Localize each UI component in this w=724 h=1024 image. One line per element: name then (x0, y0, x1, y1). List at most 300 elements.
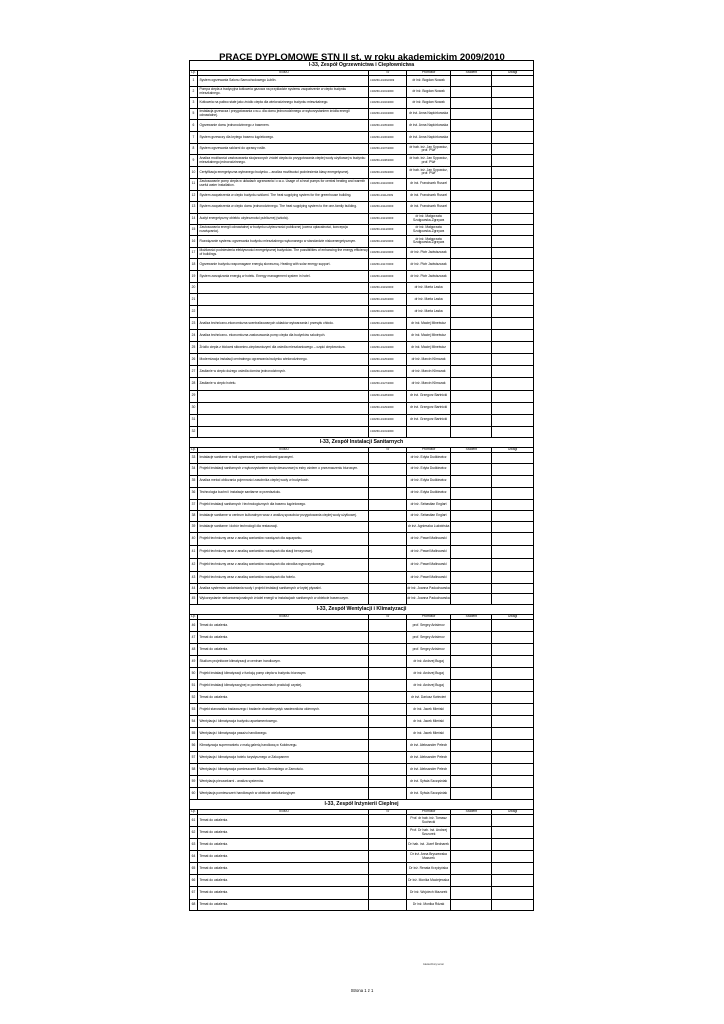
table-row (190, 594, 533, 604)
row-remarks (492, 488, 533, 499)
row-student (451, 248, 492, 258)
row-supervisor: dr inż. Marcin Klimczak (407, 366, 452, 377)
row-remarks (492, 354, 533, 365)
table-row (190, 236, 533, 248)
row-student (451, 522, 492, 532)
row-remarks (492, 259, 533, 270)
row-id (369, 704, 407, 715)
row-student (451, 488, 492, 499)
row-supervisor: dr inż. Sylwia Szczęśniak (407, 788, 452, 799)
row-student (451, 294, 492, 305)
row-student (451, 476, 492, 487)
row-id: I-33/Z60-4/106/2009 (369, 132, 407, 143)
row-topic: Wentylacja i klimatyzacja pomieszczeń Banku Ziemskiego w Zamościu. (198, 764, 369, 775)
row-number: 27 (190, 366, 198, 377)
table-row (190, 875, 533, 887)
section (189, 605, 534, 800)
row-id: I-33/Z60-4/122/2009 (369, 318, 407, 329)
row-remarks (492, 863, 533, 874)
table-row (190, 132, 533, 144)
row-remarks (492, 522, 533, 532)
row-id (369, 764, 407, 775)
row-number: 36 (190, 488, 198, 499)
row-student (451, 594, 492, 604)
row-remarks (492, 318, 533, 329)
row-number: 51 (190, 680, 198, 691)
table-row (190, 109, 533, 120)
row-supervisor: dr inż. Bogdan Nowak (407, 87, 452, 97)
row-number: 21 (190, 294, 198, 305)
row-student (451, 900, 492, 910)
row-number: 23 (190, 318, 198, 329)
row-supervisor: dr inż. Anna Napiórkowska (407, 132, 452, 143)
row-number: 39 (190, 522, 198, 532)
row-student (451, 680, 492, 691)
row-student (451, 155, 492, 166)
row-supervisor: dr inż. Marta Laska (407, 283, 452, 293)
row-remarks (492, 391, 533, 402)
row-topic: Projekt stanowiska badawczego i badanie charakterystyk nawiewników okiennych. (198, 704, 369, 715)
row-student (451, 167, 492, 177)
row-number: 50 (190, 668, 198, 679)
row-number: 31 (190, 415, 198, 426)
row-id (369, 740, 407, 751)
row-topic: System zarządzania energią w hotelu. Energy management system in hotel. (198, 271, 369, 282)
row-topic: Zastosowania energii odnawialnej w budynku użyteczności publicznej (ocena opłacalności, koncepcja rozwiązania). (198, 225, 369, 235)
row-student (451, 887, 492, 898)
row-number: 66 (190, 875, 198, 886)
row-remarks (492, 584, 533, 593)
row-supervisor: dr inż. Anna Napiórkowska (407, 109, 452, 119)
row-remarks (492, 191, 533, 201)
row-supervisor (407, 427, 452, 437)
row-topic: Ogrzewanie budynku wspomagane energią słoneczną. Heating with solar energy support. (198, 259, 369, 270)
row-number: 47 (190, 632, 198, 643)
row-topic: Modernizacja instalacji centralnego ogrzewania budynku wielorodzinnego. (198, 354, 369, 365)
row-number: 1 (190, 76, 198, 86)
row-supervisor: dr inż. Joanna Paduchowska (407, 594, 452, 604)
row-remarks (492, 887, 533, 898)
row-number: 41 (190, 546, 198, 558)
table-row (190, 318, 533, 330)
row-number: 40 (190, 533, 198, 545)
row-id: I-33/Z60-4/101/2009 (369, 87, 407, 97)
row-id (369, 875, 407, 886)
row-number: 3 (190, 98, 198, 108)
row-supervisor: dr inż. Dariusz Kwiecień (407, 692, 452, 703)
row-remarks (492, 680, 533, 691)
row-supervisor: Dr inż. Anna Bryszewska Mazurek (407, 851, 452, 862)
row-student (451, 259, 492, 270)
row-remarks (492, 378, 533, 389)
row-number: 15 (190, 225, 198, 235)
table-row (190, 76, 533, 87)
row-topic: Instalacje sanitarne w hali ogrzewanej promiennikami gazowymi. (198, 453, 369, 463)
table-row (190, 167, 533, 178)
row-remarks (492, 764, 533, 775)
table-row (190, 283, 533, 294)
row-topic: Temat do ustalenia. (198, 632, 369, 643)
row-supervisor: dr inż. Marcin Klimczak (407, 378, 452, 389)
row-id (369, 788, 407, 799)
row-supervisor: dr inż. Jacek Mieński (407, 728, 452, 739)
row-remarks (492, 109, 533, 119)
row-id (369, 839, 407, 850)
row-remarks (492, 330, 533, 341)
row-number: 30 (190, 403, 198, 414)
row-id (369, 716, 407, 727)
row-supervisor: dr inż. Andrzej Bugaj (407, 680, 452, 691)
row-remarks (492, 594, 533, 604)
row-remarks (492, 559, 533, 571)
row-remarks (492, 827, 533, 838)
column-header-promotor: Promotor (407, 71, 452, 75)
row-id (369, 827, 407, 838)
row-supervisor: Prof. Dr hab. Inż. Andrzej Szczurek (407, 827, 452, 838)
row-student (451, 87, 492, 97)
row-remarks (492, 692, 533, 703)
column-header-temat: TEMAT (198, 448, 369, 452)
row-student (451, 453, 492, 463)
row-remarks (492, 776, 533, 787)
row-id (369, 887, 407, 898)
row-number: 62 (190, 827, 198, 838)
table-row (190, 559, 533, 572)
row-supervisor: dr inż. Marta Laska (407, 306, 452, 317)
row-supervisor: dr inż. Małgorzata Szulgowska-Zgrzywa (407, 225, 452, 235)
row-number: 8 (190, 144, 198, 154)
row-topic (198, 427, 369, 437)
row-topic: Analiza techniczno-ekonomiczna scentralizowanych układów wytwarzania i przesyłu chłodu. (198, 318, 369, 329)
row-remarks (492, 214, 533, 224)
row-topic: Audyt energetyczny obiektu użyteczności publicznej (szkoła). (198, 214, 369, 224)
row-id: I-33/Z60-4/1/09/2009 (369, 76, 407, 86)
row-number: 6 (190, 120, 198, 131)
row-topic: Temat do ustalenia. (198, 875, 369, 886)
table-row (190, 391, 533, 403)
row-remarks (492, 851, 533, 862)
table-row (190, 306, 533, 318)
row-student (451, 827, 492, 838)
row-number: 48 (190, 644, 198, 655)
row-remarks (492, 656, 533, 667)
table-row (190, 656, 533, 668)
row-id (369, 692, 407, 703)
row-number: 60 (190, 788, 198, 799)
row-id: I-33/Z60-4/124/2009 (369, 342, 407, 353)
row-number: 32 (190, 427, 198, 437)
row-topic: Wentylacja i klimatyzacja pasażu handlowego. (198, 728, 369, 739)
row-id: I-33/Z60-4/112/2009 (369, 202, 407, 213)
table-row (190, 740, 533, 752)
row-supervisor: dr inż. Edyta Dudkiewicz (407, 488, 452, 499)
row-id: I-33/Z60-4/118/2009 (369, 271, 407, 282)
table-row (190, 632, 533, 644)
row-student (451, 415, 492, 426)
row-topic: Temat do ustalenia. (198, 863, 369, 874)
row-remarks (492, 511, 533, 521)
row-number: 25 (190, 342, 198, 353)
row-topic: System zaopatrzenia w ciepło budynku szklarni. The heat supplying system for the greenhouse building. (198, 191, 369, 201)
column-header-lp: Lp. (190, 615, 198, 619)
row-id: I-33/Z60-4/130/2009 (369, 415, 407, 426)
row-supervisor: dr inż. Maciej Mineiwicz (407, 342, 452, 353)
row-id (369, 776, 407, 787)
row-remarks (492, 839, 533, 850)
row-topic: Temat do ustalenia. (198, 851, 369, 862)
row-remarks (492, 120, 533, 131)
row-supervisor: dr inż. Grzegorz Bartnicki (407, 403, 452, 414)
row-topic: Temat do ustalenia. (198, 827, 369, 838)
row-id (369, 572, 407, 583)
row-student (451, 559, 492, 571)
row-student (451, 740, 492, 751)
row-id (369, 511, 407, 521)
row-number: 17 (190, 248, 198, 258)
row-remarks (492, 248, 533, 258)
table-row (190, 179, 533, 191)
table-row (190, 533, 533, 546)
row-student (451, 144, 492, 154)
row-supervisor: dr inż. Franciszek Ruszel (407, 202, 452, 213)
row-id: I-33/Z60-4/129/2009 (369, 403, 407, 414)
table-row (190, 584, 533, 594)
row-student (451, 378, 492, 389)
row-id: I-33/Z60-4/128/2009 (369, 391, 407, 402)
row-student (451, 546, 492, 558)
row-student (451, 692, 492, 703)
table-row (190, 668, 533, 680)
row-topic: Źródło ciepła z blokami stłownieo-ciepłowniczymi dla osiedla mieszkaniowego – część ciepłownicza. (198, 342, 369, 353)
row-id: I-33/Z60-4/115/2009 (369, 236, 407, 247)
table-row (190, 839, 533, 851)
table-row (190, 716, 533, 728)
row-remarks (492, 644, 533, 655)
table-row (190, 644, 533, 656)
row-student (451, 716, 492, 727)
column-header-nr: Nr (369, 615, 407, 619)
column-header-uwagi: Uwagi (508, 810, 518, 814)
row-id (369, 546, 407, 558)
row-id: I-33/Z60-4/117/2009 (369, 259, 407, 270)
row-student (451, 318, 492, 329)
row-number: 16 (190, 236, 198, 247)
table-row (190, 330, 533, 342)
row-id: I-33/Z60-4/125/2009 (369, 354, 407, 365)
table-row (190, 692, 533, 704)
row-number: 18 (190, 259, 198, 270)
row-supervisor: dr inż. Sebastian Englart (407, 500, 452, 510)
row-student (451, 236, 492, 247)
row-topic (198, 294, 369, 305)
row-supervisor: dr inż. Sylwia Szczęśniak (407, 776, 452, 787)
table-row (190, 680, 533, 692)
row-supervisor: Dr hab. inż. Józef Bednarek (407, 839, 452, 850)
row-supervisor: prof. Sergey Anisimov (407, 620, 452, 631)
column-header-nr: Nr (369, 810, 407, 814)
column-header-nr: Nr (369, 448, 407, 452)
row-topic: System grzewczy dla krytego basenu kąpielowego. (198, 132, 369, 143)
table-row (190, 728, 533, 740)
row-topic: Ogrzewanie domu jednorodzinnego z basenem. (198, 120, 369, 131)
row-remarks (492, 572, 533, 583)
row-student (451, 271, 492, 282)
row-topic: Analiza techniczno- ekonomiczna zastosowania pomp ciepła dla budynków szkolnych. (198, 330, 369, 341)
table-row (190, 294, 533, 306)
row-topic: Wentylacja pieczarkarni - analiza systemów. (198, 776, 369, 787)
row-remarks (492, 271, 533, 282)
row-id (369, 632, 407, 643)
row-number: 43 (190, 572, 198, 583)
row-id (369, 863, 407, 874)
row-topic: Wentylacja i klimatyzacja budynku apartamentowego. (198, 716, 369, 727)
row-id: I-33/Z60-4/109/2009 (369, 167, 407, 177)
row-id (369, 680, 407, 691)
row-number: 68 (190, 900, 198, 910)
row-remarks (492, 415, 533, 426)
row-student (451, 342, 492, 353)
table-row (190, 776, 533, 788)
table-row (190, 900, 533, 910)
row-supervisor: dr inż. Jacek Mieński (407, 704, 452, 715)
row-supervisor: dr hab. inż. Jan Sypowicz, prof. PWr (407, 155, 452, 166)
row-remarks (492, 167, 533, 177)
row-topic: Rozwiązanie systemu ogrzewania budynku mieszkalnego wykonanego w standardzie niskoenergetycznym. (198, 236, 369, 247)
row-student (451, 875, 492, 886)
row-number: 26 (190, 354, 198, 365)
row-remarks (492, 704, 533, 715)
table-row (190, 500, 533, 511)
row-remarks (492, 476, 533, 487)
row-topic: Studium projektowe klimatyzacji w centrum handlowym. (198, 656, 369, 667)
table-row (190, 863, 533, 875)
row-number: 52 (190, 692, 198, 703)
table-row (190, 464, 533, 476)
table-row (190, 155, 533, 167)
column-header-nr: Nr (369, 71, 407, 75)
row-number: 10 (190, 167, 198, 177)
row-supervisor: Dr inż. Monika Rdzak (407, 900, 452, 910)
row-remarks (492, 179, 533, 190)
section-title: I-33, Zespół Wentylacji i Klimatyzacji (190, 605, 533, 615)
row-supervisor: dr inż. Edyta Dudkiewicz (407, 464, 452, 475)
row-topic: System ogrzewania szklarni do uprawy roślin. (198, 144, 369, 154)
table-row (190, 788, 533, 799)
row-topic: Certyfikacja energetyczna wybranego budynku – analiza możliwości podniesienia klasy energetycznej. (198, 167, 369, 177)
row-topic (198, 403, 369, 414)
row-supervisor: Dr inż. Wojciech Mazurek (407, 887, 452, 898)
row-id (369, 453, 407, 463)
row-supervisor: Dr inż. Renata Krzyżyńska (407, 863, 452, 874)
row-supervisor: dr inż. Paweł Malinowski (407, 533, 452, 545)
row-student (451, 533, 492, 545)
row-number: 22 (190, 306, 198, 317)
section-title: I-33, Zespół Inżynierii Cieplnej (190, 800, 533, 810)
row-id (369, 620, 407, 631)
row-remarks (492, 427, 533, 437)
table-row (190, 511, 533, 522)
row-supervisor: Prof. dr hab. inż. Tomasz Suchecki (407, 815, 452, 826)
row-topic: Instalacja grzewcza i przygotowania c.w.u. dla domu jednorodzinnego w wykorzystaniem źródła energii odnawialnej. (198, 109, 369, 119)
row-number: 63 (190, 839, 198, 850)
column-header-student: Student (451, 615, 492, 619)
row-remarks (492, 728, 533, 739)
row-remarks (492, 546, 533, 558)
row-id: I-33/Z60-4/114/2009 (369, 225, 407, 235)
row-remarks (492, 87, 533, 97)
row-student (451, 366, 492, 377)
row-remarks (492, 668, 533, 679)
thesis-table (189, 60, 534, 911)
row-remarks (492, 740, 533, 751)
row-supervisor: prof. Sergey Anisimov (407, 632, 452, 643)
row-topic: Projekt instalacji sanitarnych i technologicznych dla basenu kąpielowego. (198, 500, 369, 510)
table-row (190, 522, 533, 533)
row-remarks (492, 98, 533, 108)
row-topic: Projekt instalacji sanitarnych z wykorzystaniem wody deszczowej w estry cśniem o przeznaczeniu biurowym. (198, 464, 369, 475)
row-remarks (492, 632, 533, 643)
row-supervisor: dr inż. Edyta Dudkiewicz (407, 453, 452, 463)
row-number: 9 (190, 155, 198, 166)
row-remarks (492, 155, 533, 166)
table-row (190, 144, 533, 155)
row-supervisor: dr inż. Piotr Jadwiszczak (407, 271, 452, 282)
row-student (451, 179, 492, 190)
table-row (190, 427, 533, 437)
column-header-student: Student (451, 810, 492, 814)
row-number: 59 (190, 776, 198, 787)
row-remarks (492, 144, 533, 154)
row-id (369, 752, 407, 763)
row-student (451, 76, 492, 86)
row-supervisor: dr hab. inż. Jan Sypowicz, prof. PWr (407, 144, 452, 154)
table-row (190, 248, 533, 259)
table-row (190, 764, 533, 776)
row-student (451, 202, 492, 213)
row-topic: Projekt techniczny wraz z analizą wariantów rozwiązań dla stacji benzynowej. (198, 546, 369, 558)
row-remarks (492, 306, 533, 317)
row-number: 46 (190, 620, 198, 631)
row-topic: Wykorzystanie niekonwencjonalnych źródeł energii w instalacjach sanitarnych w obiekcie basenowym. (198, 594, 369, 604)
row-supervisor: dr inż. Małgorzata Szulgowska-Zgrzywa (407, 236, 452, 247)
row-remarks (492, 716, 533, 727)
row-number: 24 (190, 330, 198, 341)
row-student (451, 132, 492, 143)
row-number: 61 (190, 815, 198, 826)
row-remarks (492, 900, 533, 910)
row-topic: Możliwości podniesienia efektywności energetycznej budynków. The possibilities of enhancing the energy efficiency of buildings. (198, 248, 369, 258)
row-id (369, 500, 407, 510)
table-row (190, 366, 533, 378)
row-remarks (492, 533, 533, 545)
row-supervisor: dr inż. Franciszek Ruszel (407, 191, 452, 201)
table-row (190, 214, 533, 225)
column-header-temat: TEMAT (198, 615, 369, 619)
row-supervisor: dr inż. Marta Laska (407, 294, 452, 305)
column-header-uwagi: Uwagi (508, 71, 518, 74)
row-supervisor: dr inż. Agnieszka Ludwińska (407, 522, 452, 532)
row-student (451, 109, 492, 119)
row-id (369, 851, 407, 862)
row-id (369, 476, 407, 487)
row-student (451, 728, 492, 739)
column-header-student: Student (451, 448, 492, 452)
row-student (451, 644, 492, 655)
row-id (369, 900, 407, 910)
table-row (190, 415, 533, 427)
section (189, 438, 534, 606)
row-topic (198, 306, 369, 317)
